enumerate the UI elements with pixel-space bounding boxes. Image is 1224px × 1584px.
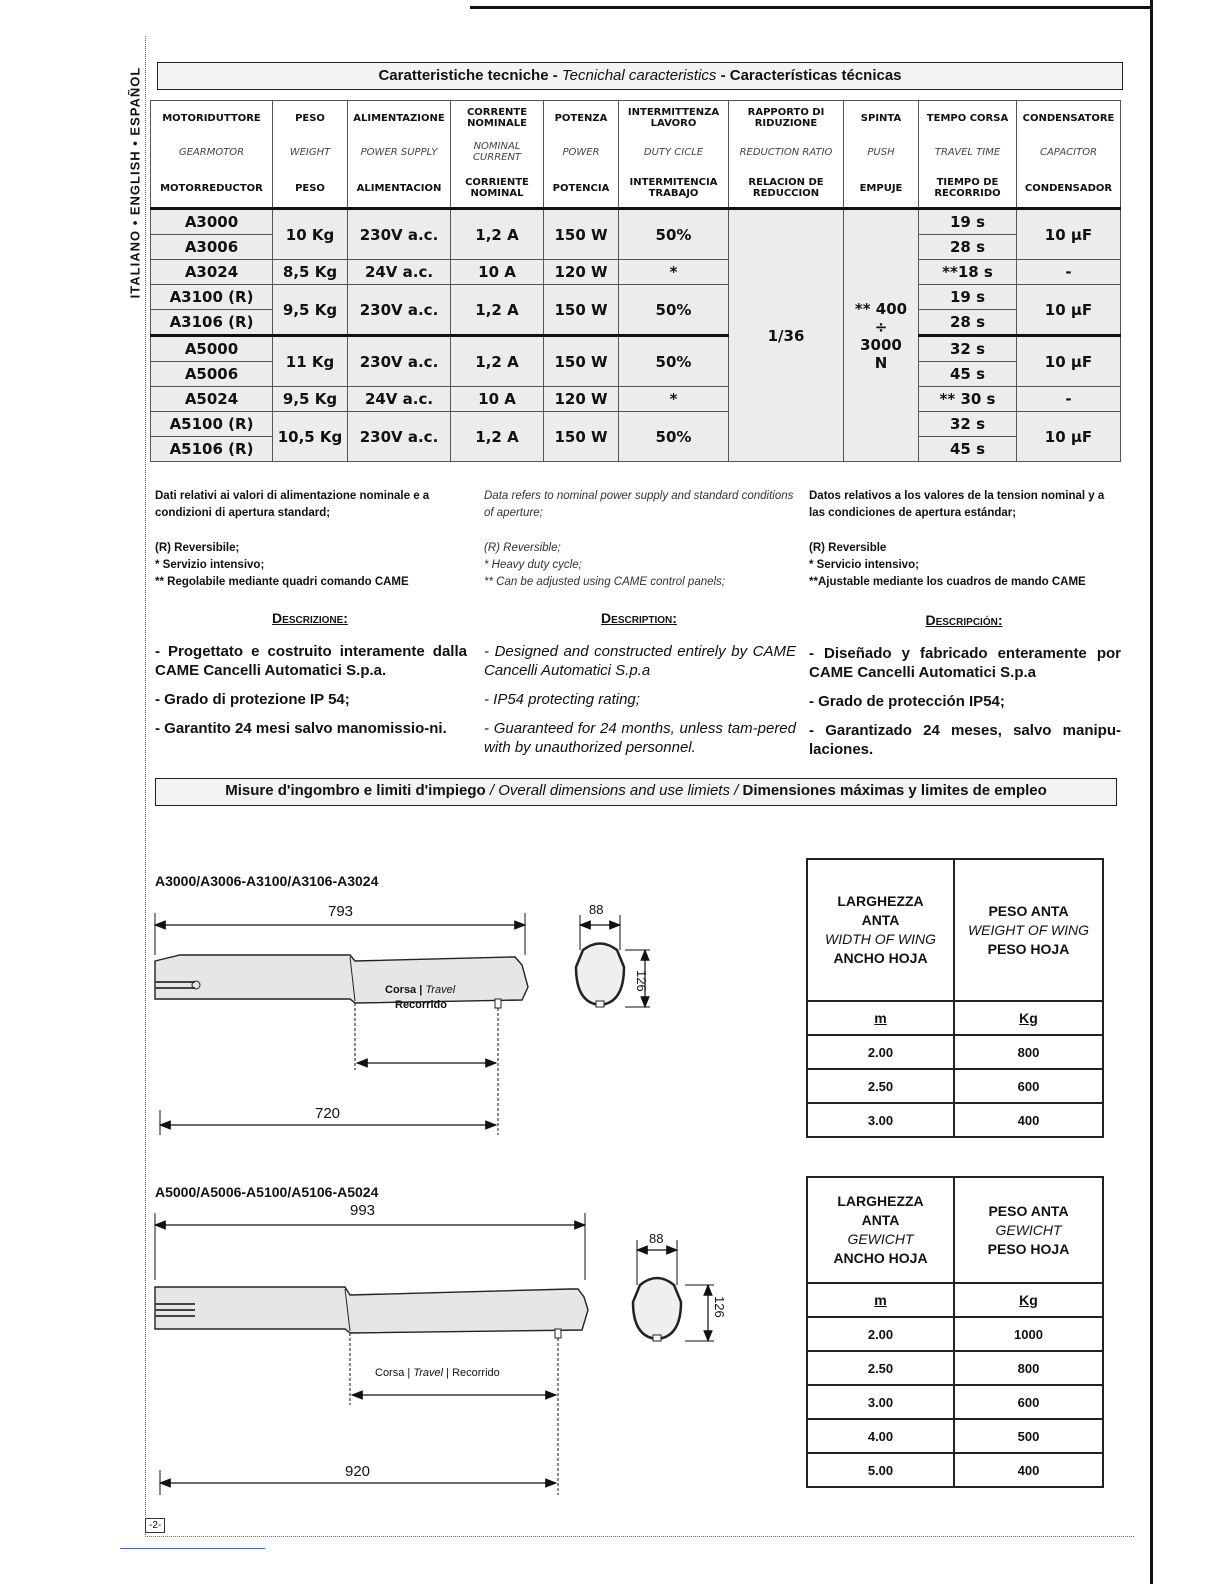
- weight-cell: 1000: [954, 1317, 1103, 1351]
- current-cell: 1,2 A: [451, 209, 544, 260]
- width-cell: 2.50: [807, 1069, 954, 1103]
- table-header-row: [807, 859, 1103, 1001]
- description-es: [809, 644, 1121, 759]
- table-row: [151, 285, 1121, 310]
- power-cell: 150 W: [544, 285, 619, 336]
- table-row: [151, 336, 1121, 362]
- header-cell: EMPUJE: [844, 169, 919, 209]
- weight-cell: 800: [954, 1035, 1103, 1069]
- travel-it: Corsa: [385, 984, 417, 996]
- supply-cell: 24V a.c.: [348, 387, 451, 412]
- weight-cell: 600: [954, 1069, 1103, 1103]
- title-es: Características técnicas: [729, 67, 902, 84]
- weight-cell: 10 Kg: [273, 209, 348, 260]
- drawing1-travel-es: Recorrido: [395, 999, 447, 1011]
- header-cell: ALIMENTACION: [348, 169, 451, 209]
- note-line: (R) Reversible: [809, 542, 887, 554]
- travel-en: Travel: [413, 1367, 444, 1379]
- right-binding-bar: [1150, 0, 1165, 1584]
- time-cell: 45 s: [919, 437, 1017, 462]
- unit-row: [807, 1283, 1103, 1317]
- model-cell: A3100 (R): [151, 285, 273, 310]
- time-cell: 28 s: [919, 235, 1017, 260]
- header-it: LARGHEZZA ANTA: [837, 893, 924, 928]
- model-cell: A5000: [151, 336, 273, 362]
- description-line: - Progettato e costruito interamente dalla CAME Cancelli Automatici S.p.a.: [155, 643, 467, 679]
- time-cell: 28 s: [919, 310, 1017, 336]
- description-head-es: Descripción:: [925, 612, 1003, 628]
- title-sep: -: [548, 67, 562, 84]
- weight-cell: 8,5 Kg: [273, 260, 348, 285]
- wing-weight-header: [954, 859, 1103, 1001]
- power-cell: 150 W: [544, 336, 619, 387]
- time-cell: 45 s: [919, 362, 1017, 387]
- model-cell: A3006: [151, 235, 273, 260]
- drawing2-length: 993: [350, 1202, 376, 1219]
- drawing2-stroke: 920: [345, 1463, 371, 1480]
- travel-en: Travel: [425, 984, 456, 996]
- unit-cell: Kg: [954, 1001, 1103, 1035]
- duty-cell: *: [619, 260, 729, 285]
- capacitor-cell: -: [1017, 260, 1121, 285]
- title-es: Dimensiones máximas y limites de empleo: [742, 782, 1047, 799]
- model-cell: A5006: [151, 362, 273, 387]
- wing-width-header: [807, 859, 954, 1001]
- wing-weight-header: [954, 1177, 1103, 1283]
- model-cell: A3106 (R): [151, 310, 273, 336]
- wing-weight-table-1: [806, 858, 1104, 1138]
- header-cell: CONDENSATORE: [1017, 101, 1121, 136]
- model-cell: A5024: [151, 387, 273, 412]
- table-header-row: [807, 1177, 1103, 1283]
- width-cell: 3.00: [807, 1385, 954, 1419]
- width-cell: 2.00: [807, 1317, 954, 1351]
- width-cell: 3.00: [807, 1103, 954, 1137]
- header-cell: CORRENTE NOMINALE: [451, 101, 544, 136]
- header-cell: ALIMENTAZIONE: [348, 101, 451, 136]
- description-en: [484, 642, 796, 757]
- capacitor-cell: -: [1017, 387, 1121, 412]
- capacitor-cell: 10 µF: [1017, 336, 1121, 387]
- width-cell: 5.00: [807, 1453, 954, 1487]
- header-es: ANCHO HOJA: [833, 950, 928, 966]
- unit-row: [807, 1001, 1103, 1035]
- power-cell: 120 W: [544, 387, 619, 412]
- width-cell: 2.00: [807, 1035, 954, 1069]
- model-cell: A5106 (R): [151, 437, 273, 462]
- note-line: * Servicio intensivo;: [809, 559, 919, 571]
- supply-cell: 230V a.c.: [348, 209, 451, 260]
- notes-en-list: [484, 540, 796, 591]
- note-line: ** Regolabile mediante quadri comando CAME: [155, 576, 409, 588]
- title-sep: /: [729, 782, 743, 799]
- weight-cell: 9,5 Kg: [273, 387, 348, 412]
- header-row-es: [151, 169, 1121, 209]
- header-cell: SPINTA: [844, 101, 919, 136]
- description-it: [155, 642, 467, 738]
- note-line: * Servizio intensivo;: [155, 559, 265, 571]
- table-row: [151, 260, 1121, 285]
- supply-cell: 24V a.c.: [348, 260, 451, 285]
- supply-cell: 230V a.c.: [348, 412, 451, 462]
- scan-mark: [120, 1548, 265, 1549]
- capacitor-cell: 10 µF: [1017, 209, 1121, 260]
- time-cell: 32 s: [919, 412, 1017, 437]
- page-number: -2-: [145, 1518, 165, 1533]
- push-cell: ** 400 ÷ 3000 N: [844, 209, 919, 462]
- header-row-en: [151, 135, 1121, 169]
- travel-es: Recorrido: [452, 1367, 500, 1379]
- wing-weight-table-2: [806, 1176, 1104, 1488]
- header-cell: PESO: [273, 169, 348, 209]
- header-cell: POWER SUPPLY: [348, 135, 451, 169]
- title-it: Misure d'ingombro e limiti d'impiego: [225, 782, 486, 799]
- weight-cell: 400: [954, 1453, 1103, 1487]
- width-cell: 4.00: [807, 1419, 954, 1453]
- note-line: **Ajustable mediante los cuadros de mando CAME: [809, 576, 1086, 588]
- duty-cell: *: [619, 387, 729, 412]
- unit-cell: m: [807, 1283, 954, 1317]
- width-cell: 2.50: [807, 1351, 954, 1385]
- unit-cell: Kg: [954, 1283, 1103, 1317]
- duty-cell: 50%: [619, 209, 729, 260]
- table-row: [807, 1103, 1103, 1137]
- drawing1-stroke: 720: [315, 1105, 341, 1122]
- power-cell: 150 W: [544, 209, 619, 260]
- note-en-data: Data refers to nominal power supply and standard conditions of aperture;: [484, 490, 794, 519]
- header-cell: MOTORIDUTTORE: [151, 101, 273, 136]
- drawing1-travel-label: Corsa | Travel: [385, 984, 456, 996]
- technical-characteristics-title: [157, 62, 1123, 90]
- top-rule: [470, 6, 1160, 9]
- drawing2-models: A5000/A5006-A5100/A5106-A5024: [155, 1184, 379, 1200]
- capacitor-cell: 10 µF: [1017, 285, 1121, 336]
- header-cell: PUSH: [844, 135, 919, 169]
- note-it-data: Dati relativi ai valori di alimentazione nominale e a condizioni di apertura standard;: [155, 490, 430, 519]
- description-line: - Grado de protección IP54;: [809, 693, 1005, 710]
- current-cell: 10 A: [451, 387, 544, 412]
- time-cell: 19 s: [919, 209, 1017, 235]
- header-es: PESO HOJA: [987, 1240, 1070, 1257]
- header-en: GEWICHT: [847, 1231, 914, 1247]
- header-cell: INTERMITTENZA LAVORO: [619, 101, 729, 136]
- header-cell: DUTY CICLE: [619, 135, 729, 169]
- header-it: LARGHEZZA ANTA: [837, 1193, 924, 1228]
- weight-cell: 11 Kg: [273, 336, 348, 387]
- weight-cell: 9,5 Kg: [273, 285, 348, 336]
- header-cell: NOMINAL CURRENT: [451, 135, 544, 169]
- header-it: PESO ANTA: [988, 1202, 1069, 1219]
- table-row: [807, 1035, 1103, 1069]
- supply-cell: 230V a.c.: [348, 285, 451, 336]
- drawing1-height: 126: [634, 970, 649, 992]
- description-line: - Designed and constructed entirely by CAME Cancelli Automatici S.p.a: [484, 643, 796, 679]
- table-row: [151, 209, 1121, 235]
- header-cell: POTENCIA: [544, 169, 619, 209]
- header-cell: PESO: [273, 101, 348, 136]
- current-cell: 10 A: [451, 260, 544, 285]
- weight-cell: 400: [954, 1103, 1103, 1137]
- capacitor-cell: 10 µF: [1017, 412, 1121, 462]
- unit-cell: m: [807, 1001, 954, 1035]
- current-cell: 1,2 A: [451, 336, 544, 387]
- description-line: - Diseñado y fabricado enteramente por CAME Cancelli Automatici S.p.a: [809, 645, 1121, 681]
- drawing1-length: 793: [328, 903, 354, 920]
- header-cell: TEMPO CORSA: [919, 101, 1017, 136]
- title-it: Caratteristiche tecniche: [378, 67, 549, 84]
- header-en: WIDTH OF WING: [825, 931, 936, 947]
- note-line: (R) Reversibile;: [155, 542, 240, 554]
- model-cell: A3000: [151, 209, 273, 235]
- language-side-label: ITALIANO • ENGLISH • ESPAÑOL: [127, 66, 143, 299]
- header-cell: CAPACITOR: [1017, 135, 1121, 169]
- note-line: ** Can be adjusted using CAME control panels;: [484, 576, 726, 588]
- note-line: * Heavy duty cycle;: [484, 559, 582, 571]
- supply-cell: 230V a.c.: [348, 336, 451, 387]
- table-row: [807, 1385, 1103, 1419]
- power-cell: 150 W: [544, 412, 619, 462]
- weight-cell: 800: [954, 1351, 1103, 1385]
- operator-drawing-1: [150, 895, 710, 1145]
- duty-cell: 50%: [619, 336, 729, 387]
- header-cell: TIEMPO DE RECORRIDO: [919, 169, 1017, 209]
- weight-cell: 600: [954, 1385, 1103, 1419]
- header-cell: CONDENSADOR: [1017, 169, 1121, 209]
- table-row: [807, 1453, 1103, 1487]
- wing-width-header: [807, 1177, 954, 1283]
- spec-table: [150, 100, 1121, 462]
- model-cell: A5100 (R): [151, 412, 273, 437]
- description-line: - Garantizado 24 meses, salvo manipu-laciones.: [809, 722, 1121, 758]
- header-row-it: [151, 101, 1121, 136]
- header-cell: CORRIENTE NOMINAL: [451, 169, 544, 209]
- drawing2-width: 88: [649, 1231, 664, 1246]
- travel-it: Corsa: [375, 1367, 405, 1379]
- header-cell: MOTORREDUCTOR: [151, 169, 273, 209]
- time-cell: 19 s: [919, 285, 1017, 310]
- model-cell: A3024: [151, 260, 273, 285]
- current-cell: 1,2 A: [451, 285, 544, 336]
- current-cell: 1,2 A: [451, 412, 544, 462]
- duty-cell: 50%: [619, 285, 729, 336]
- header-it: PESO ANTA: [988, 902, 1069, 919]
- header-cell: INTERMITENCIA TRABAJO: [619, 169, 729, 209]
- drawing2-travel-label: Corsa | Travel | Recorrido: [375, 1367, 500, 1379]
- header-es: PESO HOJA: [987, 940, 1070, 957]
- header-cell: POWER: [544, 135, 619, 169]
- time-cell: **18 s: [919, 260, 1017, 285]
- time-cell: ** 30 s: [919, 387, 1017, 412]
- note-es-data: Datos relativos a los valores de la tension nominal y a las condiciones de apertura estándar;: [809, 490, 1105, 519]
- time-cell: 32 s: [919, 336, 1017, 362]
- description-line: - Grado di protezione IP 54;: [155, 691, 350, 708]
- description-head-en: Description:: [601, 610, 677, 626]
- header-es: ANCHO HOJA: [833, 1250, 928, 1266]
- header-cell: RAPPORTO DI RIDUZIONE: [729, 101, 844, 136]
- table-row: [807, 1069, 1103, 1103]
- description-line: - IP54 protecting rating;: [484, 691, 640, 708]
- header-cell: REDUCTION RATIO: [729, 135, 844, 169]
- drawing1-width: 88: [589, 902, 604, 917]
- description-head-it: Descrizione:: [272, 610, 348, 626]
- drawing1-models: A3000/A3006-A3100/A3106-A3024: [155, 873, 379, 889]
- title-en: Tecnichal caracteristics: [561, 67, 717, 84]
- title-sep: /: [485, 782, 499, 799]
- table-row: [151, 387, 1121, 412]
- header-en: WEIGHT OF WING: [967, 921, 1090, 938]
- table-row: [807, 1351, 1103, 1385]
- header-cell: POTENZA: [544, 101, 619, 136]
- title-en: Overall dimensions and use limiets: [498, 782, 730, 799]
- notes-it-list: [155, 540, 473, 591]
- drawing2-height: 126: [712, 1296, 727, 1318]
- table-row: [151, 412, 1121, 437]
- duty-cell: 50%: [619, 412, 729, 462]
- description-line: - Guaranteed for 24 months, unless tam-pered with by unauthorized personnel.: [484, 720, 796, 756]
- header-cell: RELACION DE REDUCCION: [729, 169, 844, 209]
- note-line: (R) Reversible;: [484, 542, 561, 554]
- table-row: [807, 1419, 1103, 1453]
- header-cell: GEARMOTOR: [151, 135, 273, 169]
- header-en: GEWICHT: [995, 1221, 1062, 1238]
- weight-cell: 10,5 Kg: [273, 412, 348, 462]
- weight-cell: 500: [954, 1419, 1103, 1453]
- operator-drawing-2: [150, 1205, 740, 1505]
- table-row: [807, 1317, 1103, 1351]
- notes-es-list: [809, 540, 1121, 591]
- description-line: - Garantito 24 mesi salvo manomissio-ni.: [155, 720, 447, 737]
- header-cell: TRAVEL TIME: [919, 135, 1017, 169]
- ratio-cell: 1/36: [729, 209, 844, 462]
- header-cell: WEIGHT: [273, 135, 348, 169]
- dimensions-title: [155, 778, 1117, 806]
- power-cell: 120 W: [544, 260, 619, 285]
- title-sep: -: [716, 67, 730, 84]
